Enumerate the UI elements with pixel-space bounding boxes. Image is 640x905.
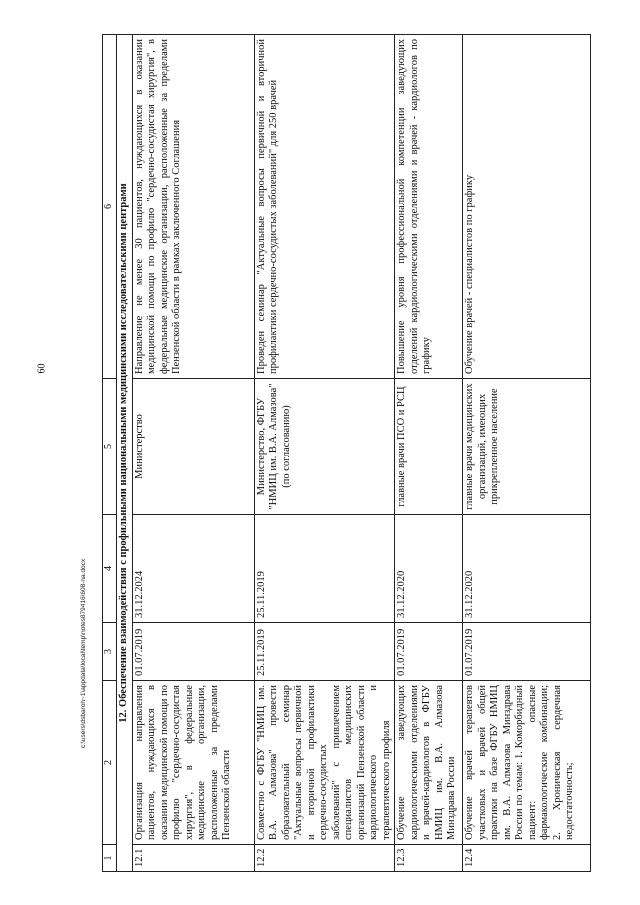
row-number: 12.3 [395,845,463,872]
row-number: 12.1 [132,845,254,872]
table-row [132,35,254,872]
col-header: 2 [103,681,117,845]
col-header: 6 [103,35,117,379]
footer-file-path: c:\users\dsbaroh~1\appdata\local\temp\notes879416\608-na.docx [80,558,87,748]
table-row [254,35,395,872]
row-number: 12.2 [254,845,395,872]
row-responsible: Министерство [132,379,254,515]
row-responsible: главные врачи ПСО и РСЦ [395,379,463,515]
header-row [103,35,117,872]
row-result: Повышение уровня профессиональной компетенции заведующих отделений кардиологическими отделениями и врачей - кардиологов по графику [395,35,463,379]
section-title: 12. Обеспечение взаимодействия с профильными национальными медицинскими исследовательскими центрами [117,35,133,872]
table-row [463,35,591,872]
row-start-date: 01.07.2019 [132,623,254,681]
col-header: 5 [103,379,117,515]
row-start-date: 01.07.2019 [463,623,591,681]
row-number: 12.4 [463,845,591,872]
plan-table [102,34,591,872]
row-result: Проведен семинар "Актуальные вопросы первичной и вторичной профилактики сердечно-сосудистых заболеваний" для 250 врачей [254,35,395,379]
row-result: Обучение врачей - специалистов по графику [463,35,591,379]
page-number: 60 [36,363,48,374]
table-row [395,35,463,872]
row-action: Организация направления пациентов, нуждающихся в оказании медицинской помощи по профилю "сердечно-сосудистая хирургия", в федеральные медицинские организации, расположенные за пределами Пензенской области [132,681,254,845]
row-end-date: 31.12.2020 [463,515,591,623]
section-row [117,35,133,872]
row-end-date: 31.12.2024 [132,515,254,623]
col-header: 4 [103,515,117,623]
col-header: 1 [103,845,117,872]
row-action: Совместно с ФГБУ "НМИЦ им. В.А. Алмазова" провести образовательный семинар "Актуальные вопросы первичной и вторичной профилактики сердечно-сосудистых заболеваний" с привлечением специалистов медицинских организаций Пензенской области кардиологического и терапевтического профиля [254,681,395,845]
row-action: Обучение заведующих кардиологическими отделениями и врачей-кардиологов в ФГБУ НМИЦ им. В.А. Алмазова Минздрава России [395,681,463,845]
row-responsible: Министерство, ФГБУ "НМИЦ им. В.А. Алмазова" (по согласованию) [254,379,395,515]
row-start-date: 01.07.2019 [395,623,463,681]
col-header: 3 [103,623,117,681]
row-responsible: главные врачи медицинских организаций, имеющих прикрепленное население [463,379,591,515]
row-result: Направление не менее 30 пациентов, нуждающихся в оказании медицинской помощи по профилю "сердечно-сосудистая хирургия", в федеральные медицинские организации, расположенные за пределами Пензенской области в рамках заключенного Соглашения [132,35,254,379]
row-end-date: 31.12.2020 [395,515,463,623]
row-end-date: 25.11.2019 [254,515,395,623]
row-action: Обучение врачей терапевтов участковых и врачей общей практики на базе ФГБУ НМИЦ им. В.А. Алмазова Минздрава России по темам: 1. Коморбидный пациент: опасные фармакологические комбинации; 2. Хроническая сердечная недостаточность; [463,681,591,845]
row-start-date: 25.11.2019 [254,623,395,681]
rotated-table-page [102,35,590,872]
